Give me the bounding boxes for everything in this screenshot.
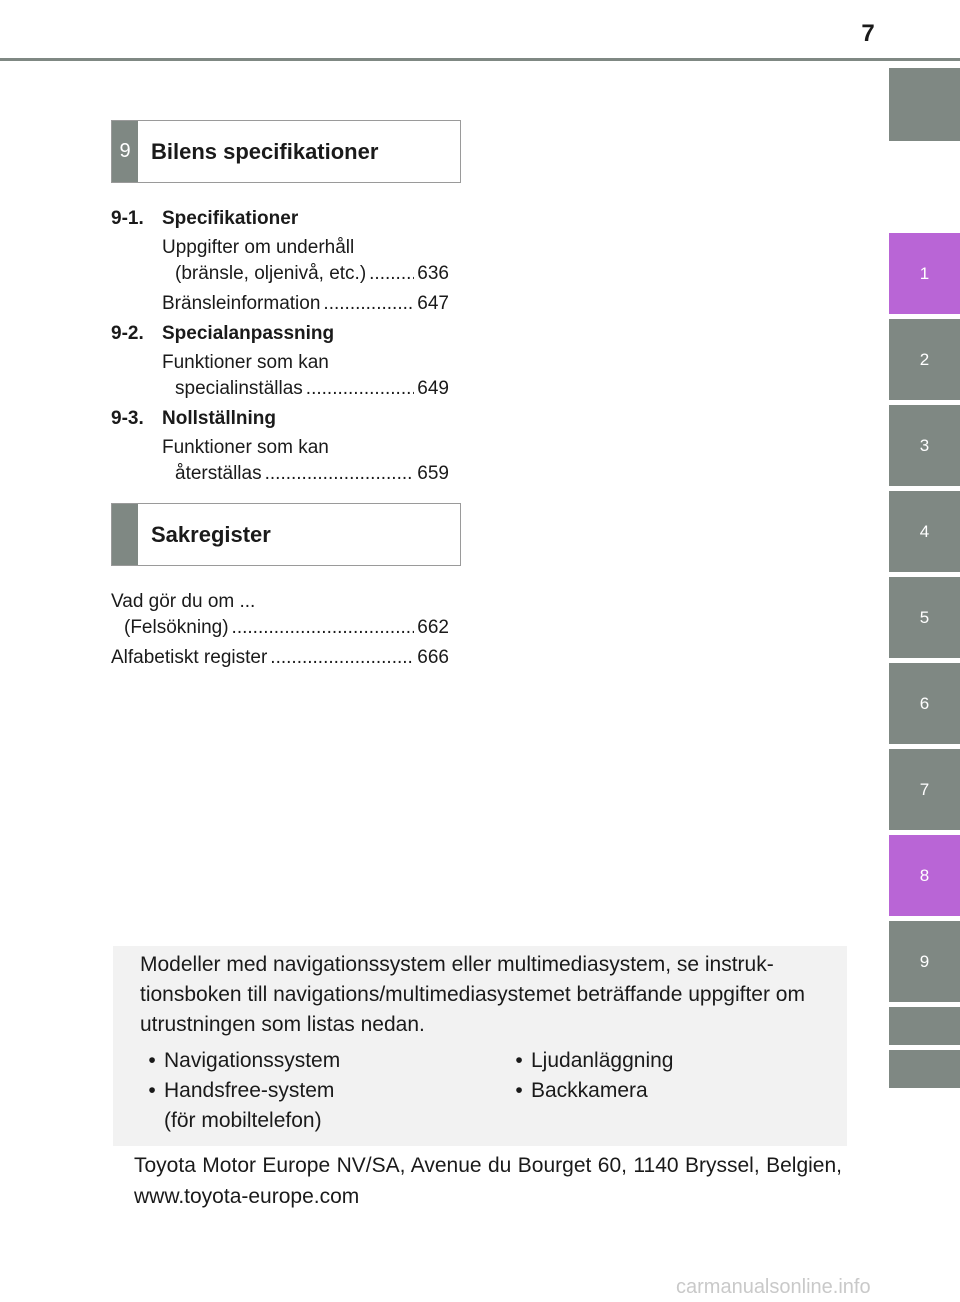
leader-dots (270, 645, 414, 671)
side-tab-4[interactable]: 4 (889, 491, 960, 572)
toc-entry-page: 649 (417, 378, 449, 399)
leader-dots (323, 291, 414, 317)
side-tab-5[interactable]: 5 (889, 577, 960, 658)
section-header-index (111, 503, 461, 566)
page-number: 7 (861, 20, 875, 47)
toc-entry-line2: (Felsökning) (124, 617, 229, 638)
side-tab-blank-b[interactable] (889, 1050, 960, 1088)
toc-section-9 (111, 206, 449, 491)
toc-entry-line2: (bränsle, oljenivå, etc.) (175, 263, 367, 284)
bullet-item: • Handsfree-system (för mobiltelefon) (140, 1076, 470, 1136)
bullet-dot: • (515, 1079, 523, 1102)
toc-entry[interactable] (111, 589, 449, 641)
section-number: 9 (112, 121, 138, 182)
toc-entry-line1: Vad gör du om ... (111, 591, 256, 612)
side-tab-9[interactable]: 9 (889, 921, 960, 1002)
leader-dots (369, 261, 414, 287)
section-header-specifications (111, 120, 461, 183)
note-text: Modeller med navigationssystem eller multimediasystem, se instruk-tionsboken till navigations/multimediasystemet beträffande uppgifter om utrustningen som listas nedan. (140, 953, 805, 1036)
bullet-dot: • (515, 1049, 523, 1072)
subsection-title: Specifikationer (162, 208, 299, 229)
side-tab-6[interactable]: 6 (889, 663, 960, 744)
watermark: carmanualsonline.info (676, 1276, 871, 1298)
side-tab-blank-a[interactable] (889, 1007, 960, 1045)
subsection-number: 9-3. (111, 408, 144, 429)
toc-entry-line1: Funktioner som kan (162, 437, 329, 458)
toc-subsection-heading (111, 206, 449, 232)
subsection-number: 9-1. (111, 208, 144, 229)
leader-dots (265, 461, 415, 487)
toc-entry-line2: specialinställas (175, 378, 303, 399)
toc-entry[interactable] (111, 291, 449, 317)
section-marker (112, 504, 138, 565)
bullet-dot: • (148, 1049, 156, 1072)
toc-entry[interactable] (111, 435, 449, 487)
toc-entry-page: 636 (417, 263, 449, 284)
toc-entry-page: 662 (417, 617, 449, 638)
side-tab-1[interactable]: 1 (889, 233, 960, 314)
subsection-number: 9-2. (111, 323, 144, 344)
toc-subsection-heading (111, 406, 449, 432)
address-text: Toyota Motor Europe NV/SA, Avenue du Bourget 60, 1140 Bryssel, Belgien, www.toyota-europe.com (134, 1154, 842, 1208)
bullet-dot: • (148, 1079, 156, 1102)
leader-dots (306, 376, 415, 402)
subsection-title: Nollställning (162, 408, 276, 429)
side-tab-blank-top[interactable] (889, 68, 960, 141)
side-tab-8[interactable]: 8 (889, 835, 960, 916)
toc-entry-page: 647 (417, 293, 449, 314)
toc-entry-line1: Alfabetiskt register (111, 647, 268, 668)
toc-entry-line1: Bränsleinformation (162, 293, 321, 314)
note-box (113, 946, 847, 1146)
toc-index (111, 589, 449, 671)
side-tab-2[interactable]: 2 (889, 319, 960, 400)
section-title: Bilens specifikationer (151, 138, 379, 164)
side-tab-3[interactable]: 3 (889, 405, 960, 486)
toc-entry-page: 659 (417, 463, 449, 484)
toc-entry[interactable] (111, 350, 449, 402)
section-title: Sakregister (151, 521, 271, 547)
bullet-item: • Ljudanläggning (507, 1046, 827, 1076)
top-rule (0, 58, 960, 61)
toc-entry-page: 666 (417, 647, 449, 668)
toc-entry[interactable] (111, 235, 449, 287)
toc-subsection-heading (111, 321, 449, 347)
toc-entry-line1: Funktioner som kan (162, 352, 329, 373)
subsection-title: Specialanpassning (162, 323, 335, 344)
toc-entry-line1: Uppgifter om underhåll (162, 237, 355, 258)
bullet-list-left (140, 1046, 470, 1136)
toc-entry[interactable] (111, 645, 449, 671)
bullet-list-right (507, 1046, 827, 1106)
toc-entry-line2: återställas (175, 463, 262, 484)
bullet-item: • Backkamera (507, 1076, 827, 1106)
side-tab-7[interactable]: 7 (889, 749, 960, 830)
leader-dots (232, 615, 415, 641)
bullet-item: • Navigationssystem (140, 1046, 470, 1076)
